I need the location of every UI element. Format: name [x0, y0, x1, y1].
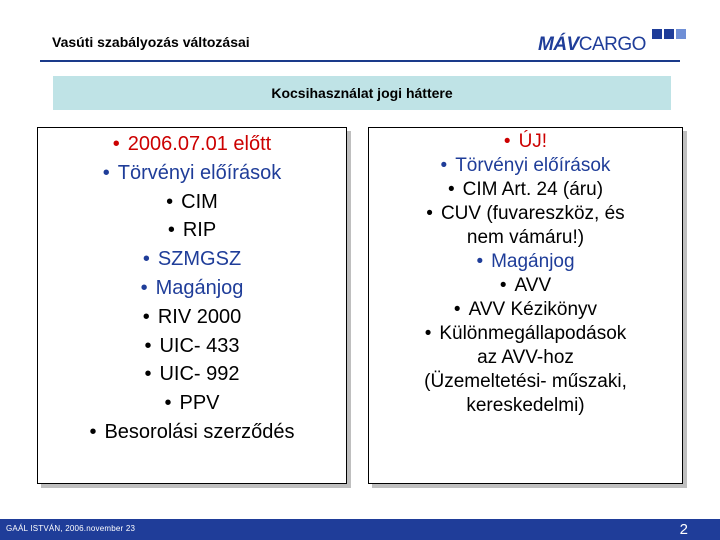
logo-squares-icon — [652, 26, 688, 44]
list-item — [369, 298, 682, 322]
list-item — [369, 178, 682, 202]
list-item-text: Besorolási szerződés — [104, 420, 295, 443]
bullet-icon: • — [447, 179, 455, 200]
list-item — [369, 394, 682, 418]
list-item-text: CUV (fuvareszköz, és — [440, 203, 625, 224]
list-item-text: CIM Art. 24 (áru) — [462, 179, 604, 200]
list-item-text: PPV — [179, 392, 220, 415]
list-item-text: SZMGSZ — [157, 248, 242, 271]
bullet-icon: • — [453, 299, 461, 320]
bullet-icon: • — [89, 420, 97, 443]
logo-wordmark — [538, 34, 646, 56]
bullet-icon: • — [476, 251, 484, 272]
list-item-text: Különmegállapodások — [439, 323, 627, 344]
slide-title: Vasúti szabályozás változásai — [52, 34, 250, 50]
list-item-text: UIC- 992 — [159, 363, 240, 386]
right-bullet-list — [369, 130, 682, 418]
list-item-text: Törvényi előírások — [455, 155, 611, 176]
list-item — [38, 389, 346, 418]
page-number: 2 — [679, 521, 688, 538]
list-item — [369, 346, 682, 370]
list-item — [369, 250, 682, 274]
list-item — [38, 188, 346, 217]
list-item — [38, 245, 346, 274]
list-item-text: 2006.07.01 előtt — [127, 133, 272, 155]
list-item — [369, 130, 682, 154]
list-item — [369, 154, 682, 178]
list-item — [369, 226, 682, 250]
bullet-icon: • — [142, 248, 150, 271]
list-item — [369, 202, 682, 226]
list-item-text: CIM — [181, 190, 218, 213]
right-panel — [368, 127, 683, 484]
bullet-icon: • — [424, 323, 432, 344]
logo-mav: MÁV — [538, 34, 579, 55]
bullet-icon: • — [140, 276, 148, 299]
bullet-icon: • — [167, 219, 175, 242]
list-item-text: RIV 2000 — [157, 305, 242, 328]
list-item-text: Törvényi előírások — [117, 161, 282, 184]
list-item — [369, 274, 682, 298]
list-item-text: AVV — [514, 275, 552, 296]
logo-cargo: CARGO — [578, 34, 646, 55]
left-panel — [37, 127, 347, 484]
list-item — [38, 303, 346, 332]
list-item-text: RIP — [182, 219, 217, 242]
list-item — [369, 370, 682, 394]
footer-author: GAÁL ISTVÁN, 2006.november 23 — [6, 524, 136, 533]
bullet-icon: • — [166, 190, 174, 213]
list-item-text: nem vámáru!) — [466, 227, 585, 248]
subtitle-banner: Kocsihasználat jogi háttere — [53, 76, 671, 110]
bullet-icon: • — [164, 392, 172, 415]
bullet-icon: • — [440, 155, 448, 176]
list-item-text: Magánjog — [491, 251, 575, 272]
list-item-text: AVV Kézikönyv — [468, 299, 598, 320]
bullet-icon: • — [503, 131, 511, 152]
mavcargo-logo — [538, 22, 698, 56]
list-item-text: (Üzemeltetési- műszaki, — [424, 371, 627, 392]
list-item — [38, 360, 346, 389]
list-item-text: Magánjog — [155, 276, 244, 299]
bullet-icon: • — [144, 363, 152, 386]
list-item — [38, 332, 346, 361]
bullet-icon: • — [102, 161, 110, 184]
list-item-text: UIC- 433 — [159, 334, 240, 357]
list-item — [38, 216, 346, 245]
bullet-icon: • — [112, 133, 120, 155]
bullet-icon: • — [499, 275, 507, 296]
list-item-text: az AVV-hoz — [477, 347, 574, 368]
list-item — [38, 159, 346, 188]
list-item — [38, 274, 346, 303]
list-item — [38, 418, 346, 447]
list-item-text: kereskedelmi) — [466, 395, 585, 416]
list-item — [369, 322, 682, 346]
bullet-icon: • — [142, 305, 150, 328]
list-item — [38, 130, 346, 159]
bullet-icon: • — [144, 334, 152, 357]
list-item-text: ÚJ! — [518, 131, 548, 152]
header-divider — [40, 60, 680, 62]
bullet-icon: • — [426, 203, 433, 224]
left-bullet-list — [38, 130, 346, 447]
